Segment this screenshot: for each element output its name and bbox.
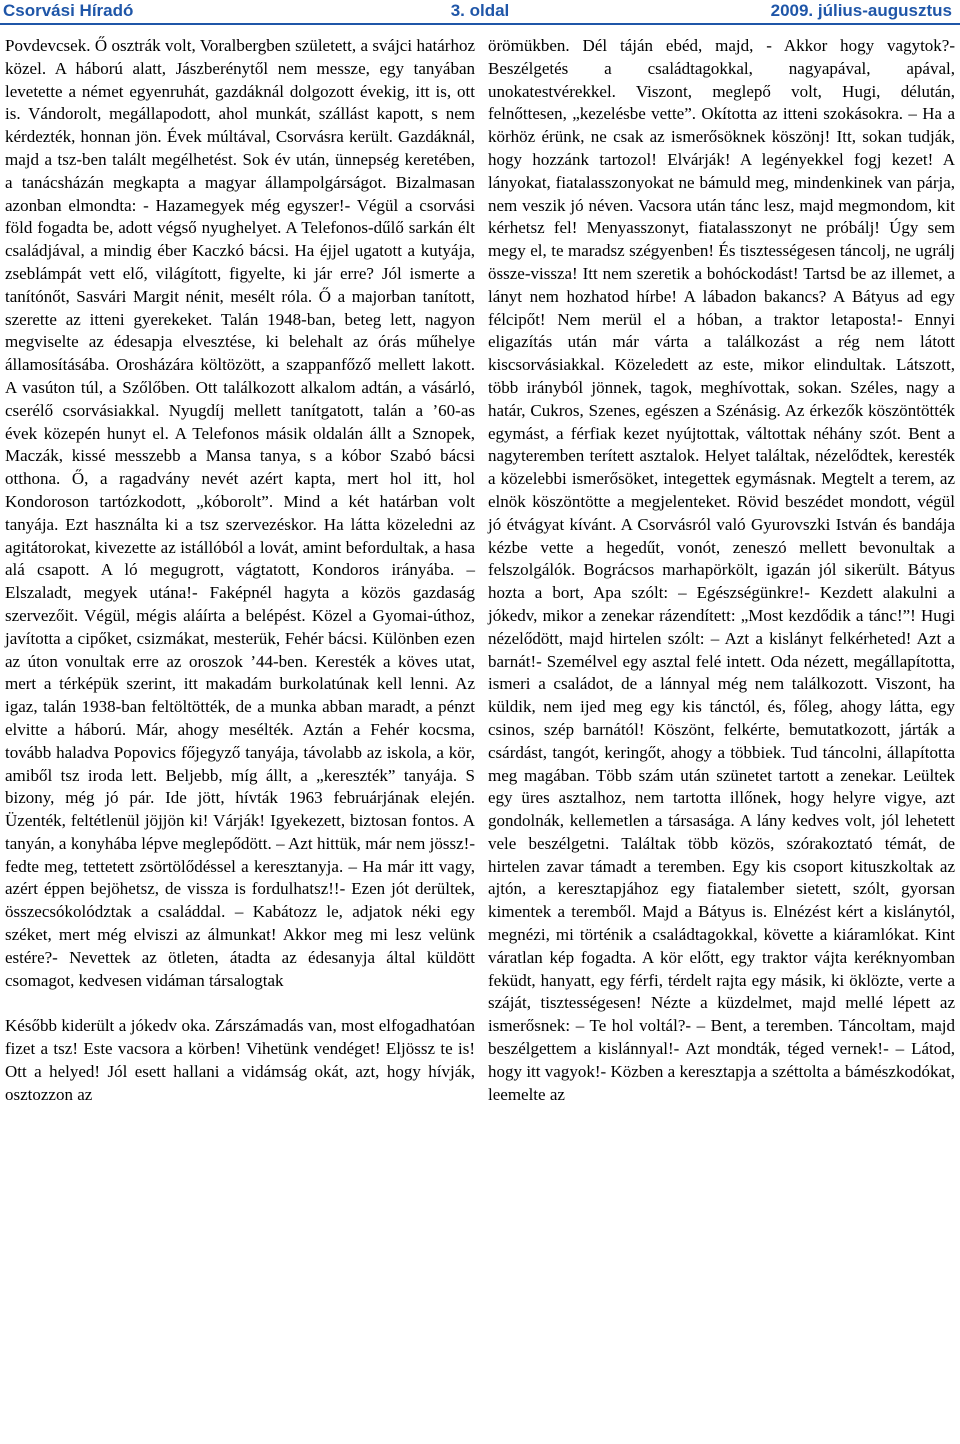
page-header xyxy=(0,0,960,24)
right-column xyxy=(488,35,955,1106)
left-paragraph-2: Később kiderült a jókedv oka. Zárszámadás van, most elfogadhatóan fizet a tsz! Este vacsora a körben! Vihetünk vendéget! Eljössz te is! Ott a helyed! Jól esett hallani a vidámság okát, azt, hogy hívják, osztozzon az xyxy=(5,1016,475,1104)
left-column xyxy=(5,35,475,1107)
publication-title: Csorvási Híradó xyxy=(3,1,134,20)
header-divider xyxy=(0,23,960,25)
issue-date: 2009. július-augusztus xyxy=(770,1,952,20)
page-number: 3. oldal xyxy=(450,1,510,20)
left-paragraph-1: Povdevcsek. Ő osztrák volt, Voralbergben született, a svájci határhoz közel. A háború alatt, Jászberénytől nem messze, egy tanyában levetette a német egyenruhát, gazdáknál dolgozott évekig, itt is, ott is. Vándorolt, megállapodott, ahol munkát, szállást kapott, s nem kérdezték, honnan jön. Évek múltával, Csorvásra került. Gazdáknál, majd a tsz-ben talált megélhetést. Sok év után, ünnepség keretében, a tanácsházán megkapta a magyar állampolgárságot. Bizalmasan azonban elmondta: - Hazamegyek még egyszer!- Végül a csorvási föld fogadta be, adott végső nyughelyet. A Telefonos-dűlő sarkán élt családjával, a mindig éber Kaczkó bácsi. Ha éjjel ugatott a kutyája, zseblámpát vett elő, világított, figyelte, ki jár erre? Jól ismerte a tanítónőt, Sasvári Margit nénit, mesélt róla. Ő a majorban tanított, szerette az itteni gyerekeket. Talán 1948-ban, beteg lett, nagyon megviselte az édesapja elvesztése, ki belehalt az órás műhelye államosításába. Orosházára költözött, a szappanfőző mellett lakott. A vasúton túl, a Szőlőben. Ott találkozott alkalom adtán, a vásárló, cserélő csorvásiakkal. Nyugdíj mellett tanítgatott, talán a ’60-as évek közepén hunyt el. A Telefonos másik oldalán állt a Sznopek, Maczák, kissé messzebb a Mansa tanya, s a kóbor Szabó bácsi otthona. Ő, a ragadvány nevét azért kapta, mert hol itt, hol Kondoroson tartózkodott, „kóborolt”. Mind a két határban volt tanyája. Ezt használta ki a tsz szervezéskor. Ha látta közeledni az agitátorokat, kivezette az istállóból a lovát, amint befordultak, a hasa alá csapott. A ló megugrott, vágtatott, Kondoros irányába. – Elszaladt, megyek utána!- Faképnél hagyta a közös gazdaság szervezőit. Végül, mégis aláírta a belépést. Közel a Gyomai-úthoz, javította a cipőket, csizmákat, mesterük, Fehér bácsi. Különben ezen az úton vonultak erre az oroszok ’44-ben. Keresték a köves utat, mert a térképük szerint, itt makadám burkolatúnak kell lenni. Az igaz, talán 1938-ban feltöltötték, de a munka abban maradt, a pénzt elvitte a háború. Már, ahogy mesélték. Aztán a Fehér kocsma, tovább haladva Popovics főjegyző tanyája, távolabb az iskola, a kör, amiből tsz iroda lett. Beljebb, míg állt, a „kereszték” tanyája. S bizony, még jó pár. Ide jött, hívták 1963 februárjának elején. Üzenték, feltétlenül jöjjön ki! Várják! Igyekezett, biztosan fontos. A tanyán, a konyhába lépve meglepődött. – Azt hittük, már nem jössz!- fedte meg, tettetett zsörtölődéssel a keresztanyja. – Ha már itt vagy, azért éppen bejöhetsz, de vissza is fordulhatsz!!- Ezen jót derültek, összecsókolództak a családdal. – Kabátozz le, adjatok néki egy széket, mert még elviszi az álmunkat! Akkor meg mi lesz velünk estére?- Nevettek az ötleten, átadta az édesanyja által küldött csomagot, kedvesen vidáman társalogtak xyxy=(5,36,475,990)
right-paragraph-1: örömükben. Dél táján ebéd, majd, - Akkor hogy vagytok?- Beszélgetés a családtagokkal, nagyapával, apával, unokatestvérekkel. Viszont, meglepő volt, Hugi, délután, felnőttesen, „kezelésbe vette”. Okította az itteni szokásokra. – Ha a körhöz érünk, ne csak az ismerősöknek köszönj! Itt, sokan tudják, hogy hozzánk tartozol! Elvárják! A legényekkel fogj kezet! A lányokat, fiatalasszonyokat ne bámuld meg, mindenkinek van párja, nem veszik jó néven. Vacsora után tánc lesz, majd megmondom, kit kérhetsz fel! Menyasszonyt, fiatalasszonyt ne próbálj! Úgy sem megy el, te maradsz szégyenben! És tisztességesen táncolj, ne ugrálj össze-vissza! Itt nem szeretik a bohóckodást! Tartsd be az illemet, a lányt nem hozhatod hírbe! A lábadon bakancs? A Bátyus ad egy félcipőt! Nem merül el a hóban, a traktor letaposta!- Ennyi eligazítás után már várta a találkozást a rég nem látott kiscsorvásiakkal. Közeledett az este, mikor elindultak. Látszott, több irányból jönnek, tagok, meghívottak, sokan. Széles, nagy a határ, Cukros, Szenes, egészen a Szénásig. Az érkezők köszöntötték egymást, a férfiak kezet nyújtottak, váltottak néhány szót. Bent a nagyteremben terített asztalok. Helyet találtak, nézelődtek, keresték a közelebbi ismerősöket, integettek egymásnak. Megtelt a terem, az elnök köszöntötte a megjelenteket. Rövid beszédet mondott, végül jó étvágyat kívánt. A Csorvásról való Gyurovszki István és bandája kézbe vette a hegedűt, vonót, zeneszó mellett bevonultak a felszolgálók. Bográcsos marhapörkölt, igazán jól sikerült. Bátyus hozta a bort, Apa szólt: – Egészségünkre!- Kezdett alakulni a jókedv, mikor a zenekar rázendített: „Most kezdődik a tánc!”! Hugi nézelődött, majd hirtelen szólt: – Azt a kislányt felkérheted! Azt a barnát!- Személvel egy asztal felé intett. Oda nézett, megállapította, ismeri a családot, de a lánnyal még nem találkozott. Viszont, ha küldik, nem ijed meg egy kis tánctól, és, főleg, ahogy látta, egy csinos, szép barnától! Köszönt, felkérte, bemutatkozott, járták a csárdást, tangót, keringőt, ahogy a többiek. Tud táncolni, állapította meg magában. Több szám után szünetet tartott a zenekar. Leültek egy üres asztalhoz, nem tartotta illőnek, hogy helyre vigye, azt gondolnák, kellemetlen a társasága. A lány kedves volt, jól lehetett vele beszélgetni. Találtak több közös, szórakoztató témát, de hirtelen zavar támadt a teremben. Egy kis csoport kituszkoltak az ajtón, a keresztapjához egy fiatalember sietett, szólt, gyorsan kimentek a teremből. Majd a Bátyus is. Elnézést kért a kislánytól, megnézi, mi történik a családtagokkal, követte a kiáramlókat. Kint váratlan kép fogadta. A kör előtt, egy traktor vájta keréknyomban feküdt, hanyatt, egy férfi, térdelt rajta egy másik, ki öklözte, verte a száját, tisztességesen! Nézte a küzdelmet, majd mellé lépett az ismerősnek: – Te hol voltál?- – Bent, a teremben. Táncoltam, majd beszélgettem a kislánnyal!- Azt mondták, téged vernek!- – Látod, hogy itt vagyok!- Közben a keresztapja a széttolta a bámészkodókat, leemelte az xyxy=(488,36,955,1104)
